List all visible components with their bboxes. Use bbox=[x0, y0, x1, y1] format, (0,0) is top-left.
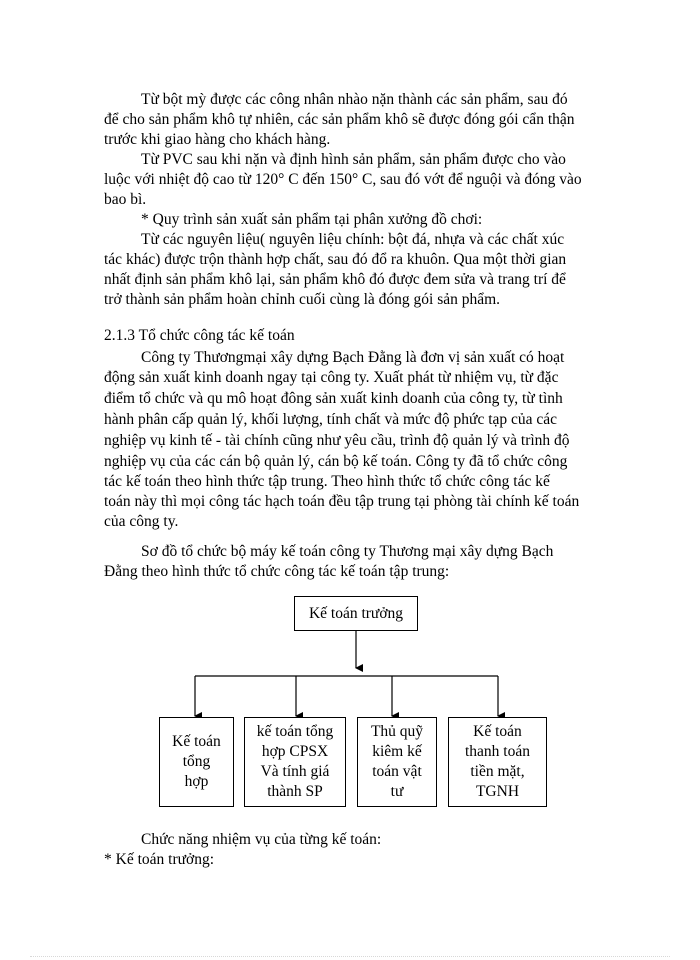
paragraph-2-line-1: Từ PVC sau khi nặn và định hình sản phẩm, sản phẩm được cho vào bbox=[141, 151, 566, 168]
org-root-box bbox=[294, 596, 418, 631]
org-root-label: Kế toán trưởng bbox=[308, 604, 404, 622]
paragraph-4-line-4: hành phân cấp quản lý, khối lượng, tính chất và mức độ phức tạp của các bbox=[104, 411, 558, 428]
org-child-box-3 bbox=[357, 717, 437, 807]
diagram-intro-line-1: Sơ đồ tổ chức bộ máy kế toán công ty Thương mại xây dựng Bạch bbox=[141, 543, 554, 560]
org-child-3-line-2: kiêm kế bbox=[372, 743, 422, 760]
org-child-1-line-2: tổng bbox=[182, 753, 211, 770]
org-child-2-line-1: kế toán tổng bbox=[256, 723, 334, 740]
org-child-4-line-1: Kế toán bbox=[473, 723, 522, 740]
org-child-2-line-2: hợp CPSX bbox=[261, 743, 329, 760]
process-heading: * Quy trình sản xuất sản phẩm tại phân xưởng đồ chơi: bbox=[141, 211, 483, 228]
paragraph-2-line-3: bao bì. bbox=[104, 191, 147, 208]
org-child-1-line-3: hợp bbox=[184, 773, 209, 790]
paragraph-4-line-2: động sản xuất kinh doanh ngay tại công ty. Xuất phát từ nhiệm vụ, từ đặc bbox=[104, 369, 559, 386]
paragraph-4-line-3: điểm tổ chức và qu mô hoạt đông sản xuất kinh doanh của công ty, từ tình bbox=[104, 390, 563, 407]
paragraph-3-line-2: tác khác) được trộn thành hợp chất, sau đó đổ ra khuôn. Qua một thời gian bbox=[104, 251, 567, 268]
org-child-box-1 bbox=[159, 717, 234, 807]
diagram-intro-line-2: Đằng theo hình thức tổ chức công tác kế toán tập trung: bbox=[104, 563, 450, 580]
page-bottom-rule bbox=[30, 956, 670, 957]
chief-accountant-heading: * Kế toán trưởng: bbox=[104, 851, 215, 868]
org-child-4-line-4: TGNH bbox=[475, 783, 520, 800]
org-child-4-line-3: tiền mặt, bbox=[470, 763, 525, 780]
org-child-box-2 bbox=[244, 717, 346, 807]
paragraph-1-line-1: Từ bột mỳ được các công nhân nhào nặn thành các sản phẩm, sau đó bbox=[141, 91, 568, 108]
paragraph-4-line-9: của công ty. bbox=[104, 513, 179, 530]
paragraph-3-line-3: nhất định sản phẩm khô lại, sản phẩm khô đó được đem sửa và trang trí để bbox=[104, 271, 566, 288]
org-child-3-line-1: Thủ quỹ bbox=[370, 723, 424, 740]
org-child-2-line-3: Và tính giá bbox=[260, 763, 330, 780]
paragraph-1-line-3: trước khi giao hàng cho khách hàng. bbox=[104, 131, 331, 148]
org-child-1-line-1: Kế toán bbox=[172, 733, 221, 750]
section-heading: 2.1.3 Tổ chức công tác kế toán bbox=[104, 327, 295, 344]
paragraph-4-line-7: tác kế toán theo hình thức tập trung. Theo hình thức tổ chức công tác kế bbox=[104, 473, 550, 490]
paragraph-4-line-5: nghiệp vụ kinh tế - tài chính cũng như yêu cầu, trình độ quản lý và trình độ bbox=[104, 432, 570, 449]
paragraph-4-line-1: Công ty Thươngmại xây dựng Bạch Đằng là đơn vị sản xuất có hoạt bbox=[141, 349, 565, 366]
org-child-box-4 bbox=[448, 717, 547, 807]
paragraph-3-line-1: Từ các nguyên liệu( nguyên liệu chính: bột đá, nhựa và các chất xúc bbox=[141, 231, 565, 248]
paragraph-3-line-4: trở thành sản phẩm hoàn chỉnh cuối cùng là đóng gói sản phẩm. bbox=[104, 291, 501, 308]
org-child-2-line-4: thành SP bbox=[267, 783, 323, 800]
org-child-4-line-2: thanh toán bbox=[465, 743, 530, 760]
org-child-3-line-4: tư bbox=[390, 783, 404, 800]
paragraph-1-line-2: để cho sản phẩm khô tự nhiên, các sản phẩm khô sẽ được đóng gói cẩn thận bbox=[104, 111, 575, 128]
paragraph-4-line-8: toán này thì mọi công tác hạch toán đều tập trung tại phòng tài chính kế toán bbox=[104, 493, 580, 510]
paragraph-4-line-6: nghiệp vụ của các cán bộ quản lý, cán bộ kế toán. Công ty đã tổ chức công bbox=[104, 453, 568, 470]
org-child-3-line-3: toán vật bbox=[372, 763, 422, 780]
functions-intro: Chức năng nhiệm vụ của từng kế toán: bbox=[141, 831, 382, 848]
paragraph-2-line-2: luộc với nhiệt độ cao từ 120° C đến 150° C, sau đó vớt để nguội và đóng vào bbox=[104, 171, 582, 188]
